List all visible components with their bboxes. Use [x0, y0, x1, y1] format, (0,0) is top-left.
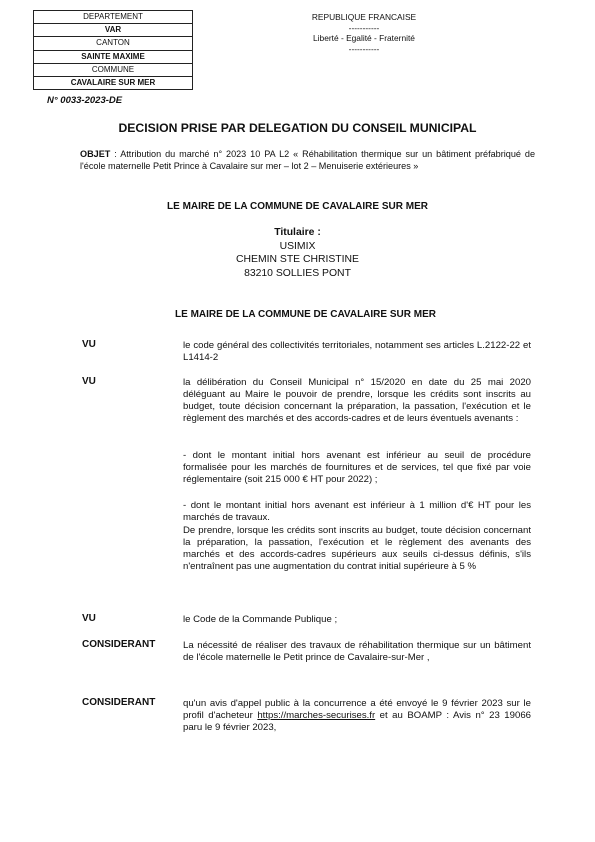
objet-text: : Attribution du marché n° 2023 10 PA L2 « Réhabilitation thermique sur un bâtiment préfabriqué de l'école maternelle Petit Prince à Cavalaire sur mer – lot 2 – Menuiserie extérieures » [80, 149, 535, 171]
header-box [33, 10, 193, 90]
separator: ----------- [348, 43, 380, 54]
departement-value: VAR [34, 24, 192, 37]
separator: ----------- [348, 22, 380, 33]
profile-link[interactable]: https://marches-securises.fr [257, 710, 376, 722]
page-title: DECISION PRISE PAR DELEGATION DU CONSEIL MUNICIPAL [118, 121, 477, 135]
departement-label: DEPARTEMENT [34, 11, 192, 24]
titulaire-block [0, 226, 595, 280]
mayor-heading: LE MAIRE DE LA COMMUNE DE CAVALAIRE SUR MER [175, 309, 436, 320]
titulaire-city: 83210 SOLLIES PONT [244, 267, 351, 279]
decision-reference: N° 0033-2023-DE [47, 95, 123, 106]
commune-label: COMMUNE [34, 64, 192, 77]
clause-label: VU [82, 376, 96, 387]
clause-text: La nécessité de réaliser des travaux de réhabilitation thermique sur un bâtiment de l'école maternelle le Petit prince de Cavalaire-sur-Mer , [183, 640, 531, 664]
republic-title: REPUBLIQUE FRANCAISE [311, 12, 417, 22]
clause-text: la délibération du Conseil Municipal n° 15/2020 en date du 25 mai 2020 déléguant au Maire le pouvoir de prendre, lorsque les crédits sont inscrits au budget, toute décision concernant la préparation, la passation, l'exécution et le règlement des marchés et des accords-cadres et de leurs éventuels avenants : [183, 377, 531, 425]
objet-label: OBJET [80, 149, 111, 159]
titulaire-label: Titulaire : [274, 227, 321, 238]
clause-text-part: qu'un avis d'appel public à la concurrence a été envoyé le 9 février 2023 sur le profil d'acheteur [183, 698, 531, 722]
titulaire-street: CHEMIN STE CHRISTINE [236, 254, 359, 266]
objet-paragraph [80, 149, 535, 172]
clause-text: De prendre, lorsque les crédits sont inscrits au budget, toute décision concernant la préparation, la passation, l'exécution et le règlement des avenants des marchés et des accords-cadres supérieurs aux seuils ci-dessus définis, s'ils n'entraînent pas une augmentation du contrat initial supérieure à 5 % [183, 525, 531, 573]
clause-label: CONSIDERANT [82, 639, 156, 650]
clause-text-part: et au BOAMP : Avis n° 23 19066 paru le 9 février 2023, [183, 710, 531, 734]
mayor-heading: LE MAIRE DE LA COMMUNE DE CAVALAIRE SUR MER [167, 201, 428, 212]
clause-text: - dont le montant initial hors avenant est inférieur à 1 million d'€ HT pour les marchés de travaux. [183, 500, 531, 524]
clause-text: - dont le montant initial hors avenant est inférieur au seuil de procédure formalisée pour les marchés de fournitures et de services, tel que fixé par voie réglementaire (soit 215 000 € HT pour 2022) ; [183, 450, 531, 486]
clause-label: VU [82, 339, 96, 350]
republic-header [284, 12, 444, 54]
canton-value: SAINTE MAXIME [34, 51, 192, 64]
canton-label: CANTON [34, 37, 192, 50]
clause-text [183, 698, 531, 734]
clause-label: VU [82, 613, 96, 624]
clause-text: le code général des collectivités territoriales, notamment ses articles L.2122-22 et L1414-2 [183, 340, 531, 364]
clause-label: CONSIDERANT [82, 697, 156, 708]
clause-text: le Code de la Commande Publique ; [183, 614, 338, 625]
commune-value: CAVALAIRE SUR MER [70, 77, 156, 87]
titulaire-name: USIMIX [279, 240, 316, 252]
republic-motto: Liberté - Egalité - Fraternité [313, 33, 415, 43]
